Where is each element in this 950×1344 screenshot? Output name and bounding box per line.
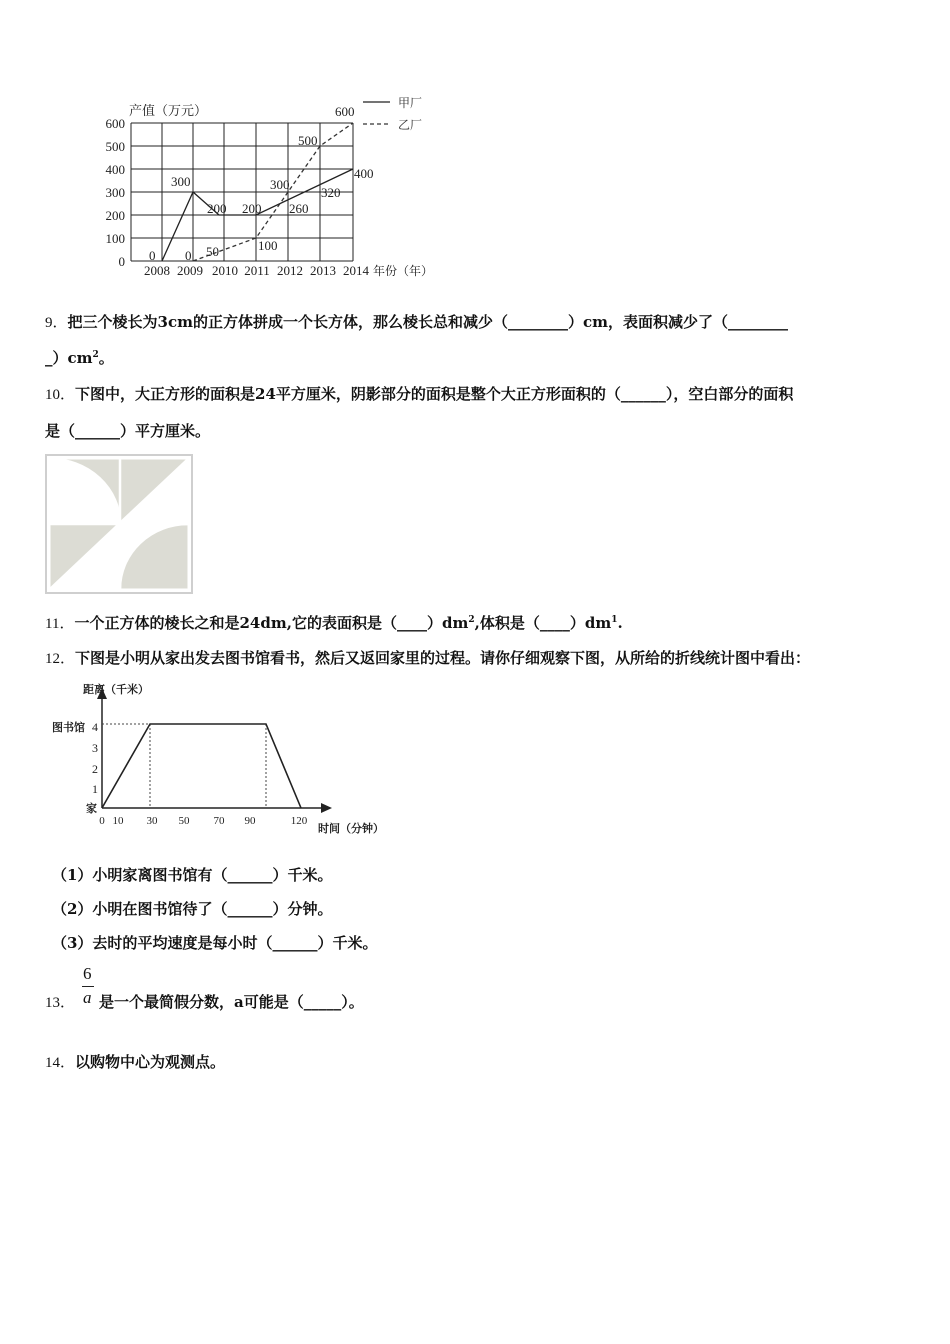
chart1-ytick: 400 <box>105 162 125 177</box>
question-12-sub-3: （3）去时的平均速度是每小时（______）千米。 <box>52 934 378 952</box>
question-9-line2: $\_)cm^2$。 <box>45 349 114 367</box>
distance-time-chart <box>45 676 385 841</box>
chart2-xtick: 120 <box>290 815 308 827</box>
question-10-line2: 是（______）平方厘米。 <box>45 422 211 440</box>
fraction-denominator: a <box>83 988 92 1007</box>
jia-label: 300 <box>171 174 191 189</box>
question-11: 11．一个正方体的棱长之和是24dm,它的表面积是$(\_\_\_\_)dm^2$,体积是$(\_\_\_\_)dm^1$. <box>45 614 623 632</box>
chart2-xtick: 50 <box>178 815 190 827</box>
chart1-xtick: 2010 <box>212 263 238 278</box>
yi-label: 0 <box>185 248 192 263</box>
chart2-xtick: 0 <box>99 815 105 827</box>
question-12: 12．下图是小明从家出发去图书馆看书，然后又返回家里的过程。请你仔细观察下图，从所给的折线统计图中看出： <box>45 649 811 667</box>
chart1-grid <box>131 123 353 261</box>
jia-label: 320 <box>321 185 341 200</box>
chart1-xlabel: 年份（年） <box>373 264 434 278</box>
legend-yi: 乙厂 <box>398 118 423 132</box>
chart1-ytick: 500 <box>105 139 125 154</box>
chart2-xtick: 70 <box>213 815 225 827</box>
yi-label: 100 <box>258 238 278 253</box>
chart2-ytick: 3 <box>92 741 98 755</box>
route-line <box>102 724 301 808</box>
question-13: 13． 6 a 是一个最简假分数，a可能是（_____）。 <box>45 964 364 1011</box>
jia-label: 400 <box>354 166 374 181</box>
jia-label: 0 <box>149 248 156 263</box>
chart1-ytick: 100 <box>105 231 125 246</box>
fraction-numerator: 6 <box>83 964 92 983</box>
chart2-ytick: 1 <box>92 782 98 796</box>
chart1-xtick: 2011 <box>244 263 270 278</box>
question-12-sub-2: （2）小明在图书馆待了（______）分钟。 <box>52 900 333 918</box>
question-14: 14．以购物中心为观测点。 <box>45 1053 226 1071</box>
chart1-xtick: 2013 <box>310 263 336 278</box>
question-10: 10．下图中，大正方形的面积是24平方厘米，阴影部分的面积是整个大正方形面积的（______），空白部分的面积 <box>45 385 794 403</box>
jia-label: 200 <box>207 201 227 216</box>
yi-label: 500 <box>298 133 318 148</box>
chart2-xlabel: 时间（分钟） <box>318 822 384 835</box>
question-12-sub-1: （1）小明家离图书馆有（______）千米。 <box>52 866 333 884</box>
chart1-ylabel: 产值（万元） <box>129 104 208 119</box>
chart1-xtick: 2009 <box>177 263 203 278</box>
fraction-bar <box>82 986 94 987</box>
chart2-xtick: 90 <box>244 815 256 827</box>
chart1-xtick: 2014 <box>343 263 369 278</box>
chart2-ytick: 2 <box>92 762 98 776</box>
chart1-ytick: 600 <box>105 116 125 131</box>
yi-label: 600 <box>335 104 355 119</box>
question-9: 9．把三个棱长为3cm的正方体拼成一个长方体，那么棱长总和减少（________）cm，表面积减少了（________ <box>45 313 789 331</box>
chart2-ytick: 4 <box>92 720 98 734</box>
chart1-xtick: 2008 <box>144 263 170 278</box>
yi-label: 50 <box>206 244 219 259</box>
chart2-ylabel: 距离（千米） <box>83 683 149 696</box>
chart2-y-zero-label: 家 <box>86 802 97 815</box>
chart2-y-top-label: 图书馆 <box>52 721 85 734</box>
legend-jia: 甲厂 <box>398 96 423 110</box>
chart1-xtick: 2012 <box>277 263 303 278</box>
extra-label: 260 <box>289 201 309 216</box>
chart2-xtick: 30 <box>146 815 158 827</box>
chart2-xtick: 10 <box>112 815 124 827</box>
chart1-ytick: 300 <box>105 185 125 200</box>
chart1-ytick: 0 <box>118 254 125 269</box>
production-line-chart <box>45 95 445 285</box>
chart1-ytick: 200 <box>105 208 125 223</box>
jia-label: 200 <box>242 201 262 216</box>
square-shading-figure <box>45 454 193 594</box>
yi-label: 300 <box>270 177 290 192</box>
